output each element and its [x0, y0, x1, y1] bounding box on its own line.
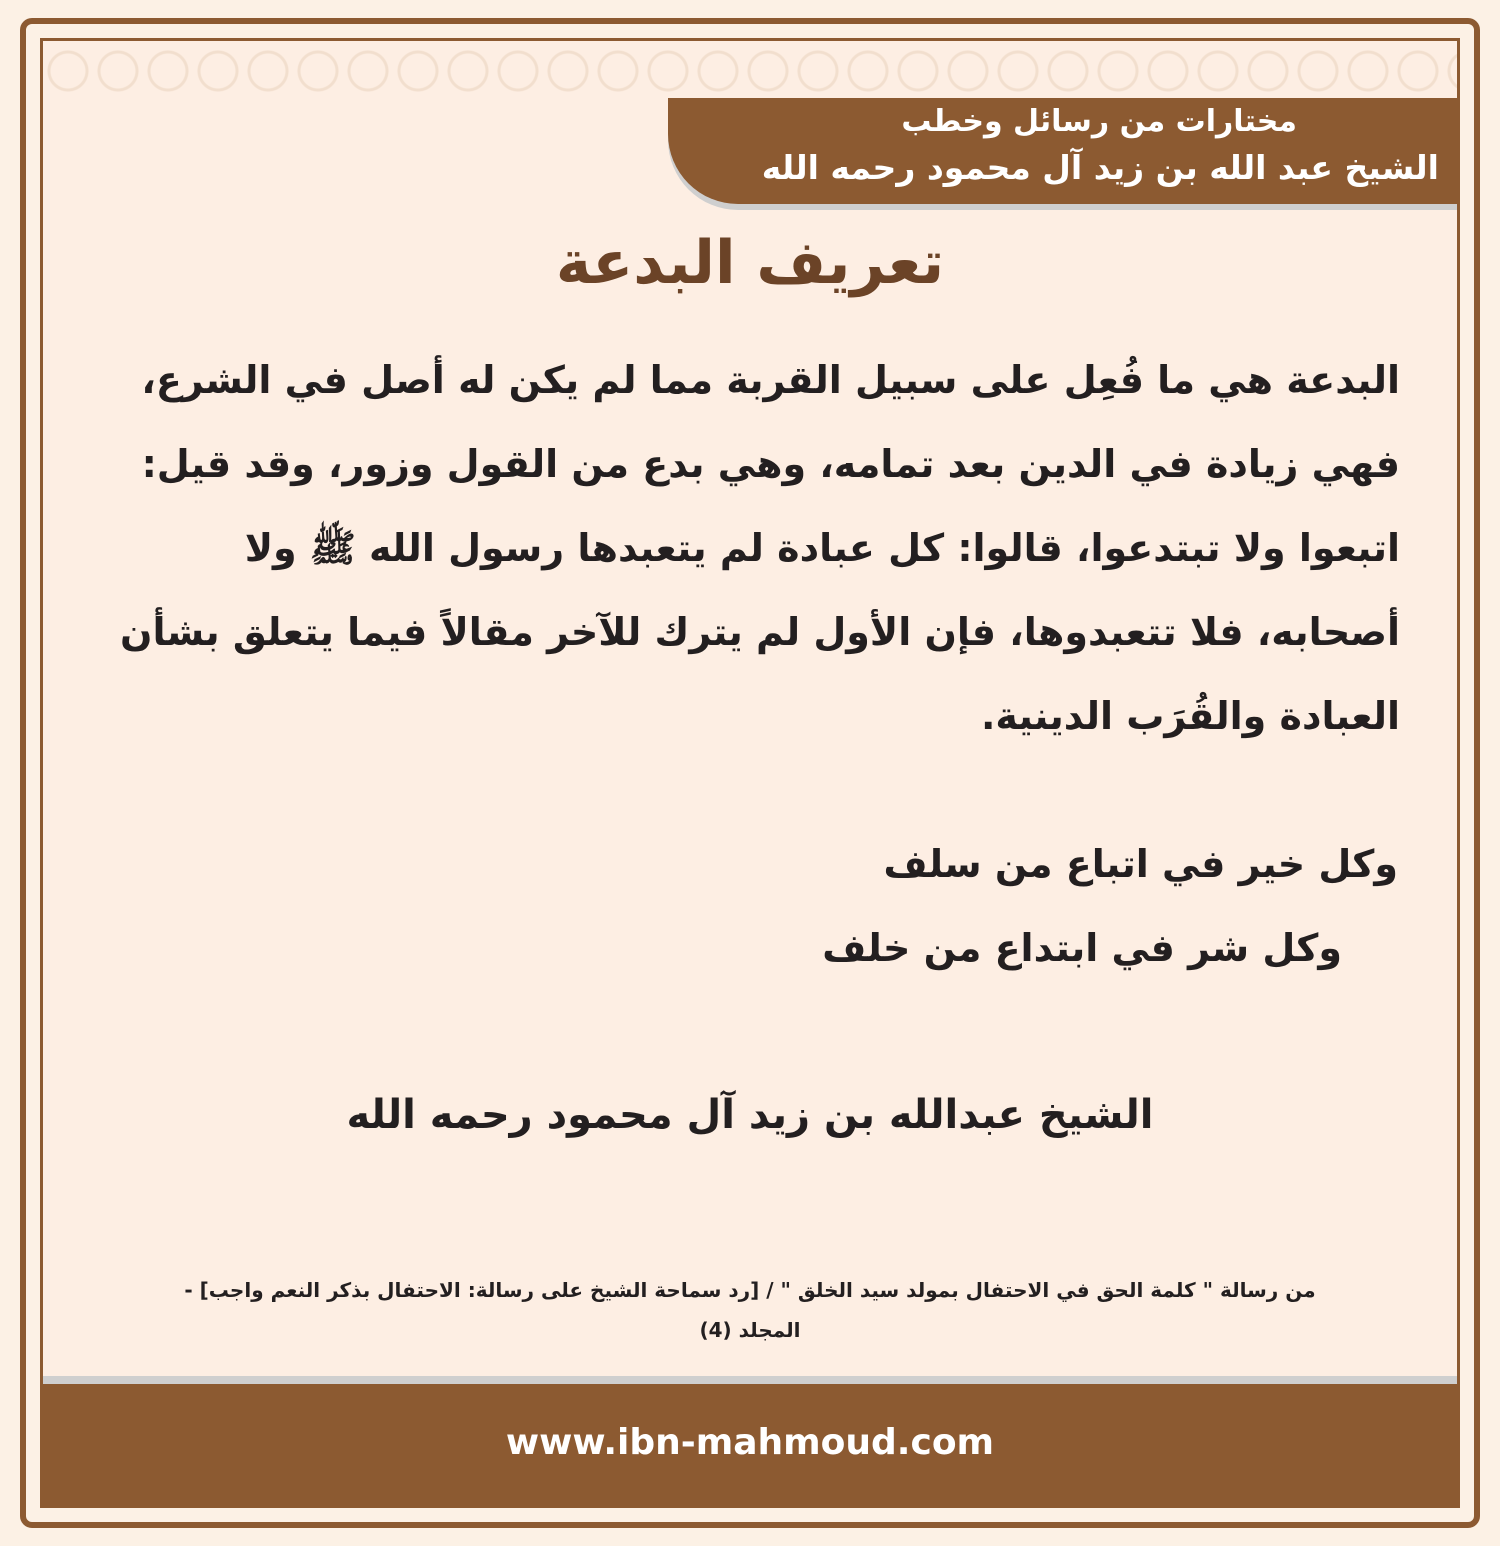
- poem-line-1: وكل خير في اتباع من سلف: [883, 842, 1398, 886]
- body-paragraph: البدعة هي ما فُعِل على سبيل القربة مما لم يكن له أصل في الشرع، فهي زيادة في الدين بعد تمامه، وهي بدع من القول وزور، وقد قيل: اتبعوا ولا تبتدعوا، قالوا: كل عبادة لم يتعبدها رسول الله ﷺ ولا أصحابه، فلا تتعبدوها، فإن الأول لم يترك للآخر مقالاً فيما يتعلق بشأن العبادة والقُرَب الدينية.: [120, 358, 1400, 738]
- poem-line-2: وكل شر في ابتداع من خلف: [822, 926, 1342, 970]
- footer-bar: [43, 1376, 1457, 1505]
- header-series-title: مختارات من رسائل وخطب: [901, 104, 1297, 139]
- header-banner: [668, 98, 1457, 204]
- header-author: الشيخ عبد الله بن زيد آل محمود رحمه الله: [761, 148, 1439, 187]
- page-title: تعريف البدعة: [555, 228, 945, 298]
- source-note: [100, 1270, 1400, 1350]
- decorative-pattern: [43, 41, 1457, 101]
- signature: الشيخ عبدالله بن زيد آل محمود رحمه الله: [346, 1092, 1154, 1138]
- source-line-1: من رسالة " كلمة الحق في الاحتفال بمولد سيد الخلق " / [رد سماحة الشيخ على رسالة: الاحتفال بذكر النعم واجب] -: [184, 1278, 1316, 1302]
- source-line-2: المجلد (4): [699, 1318, 801, 1342]
- website-link[interactable]: www.ibn-mahmoud.com: [505, 1422, 995, 1463]
